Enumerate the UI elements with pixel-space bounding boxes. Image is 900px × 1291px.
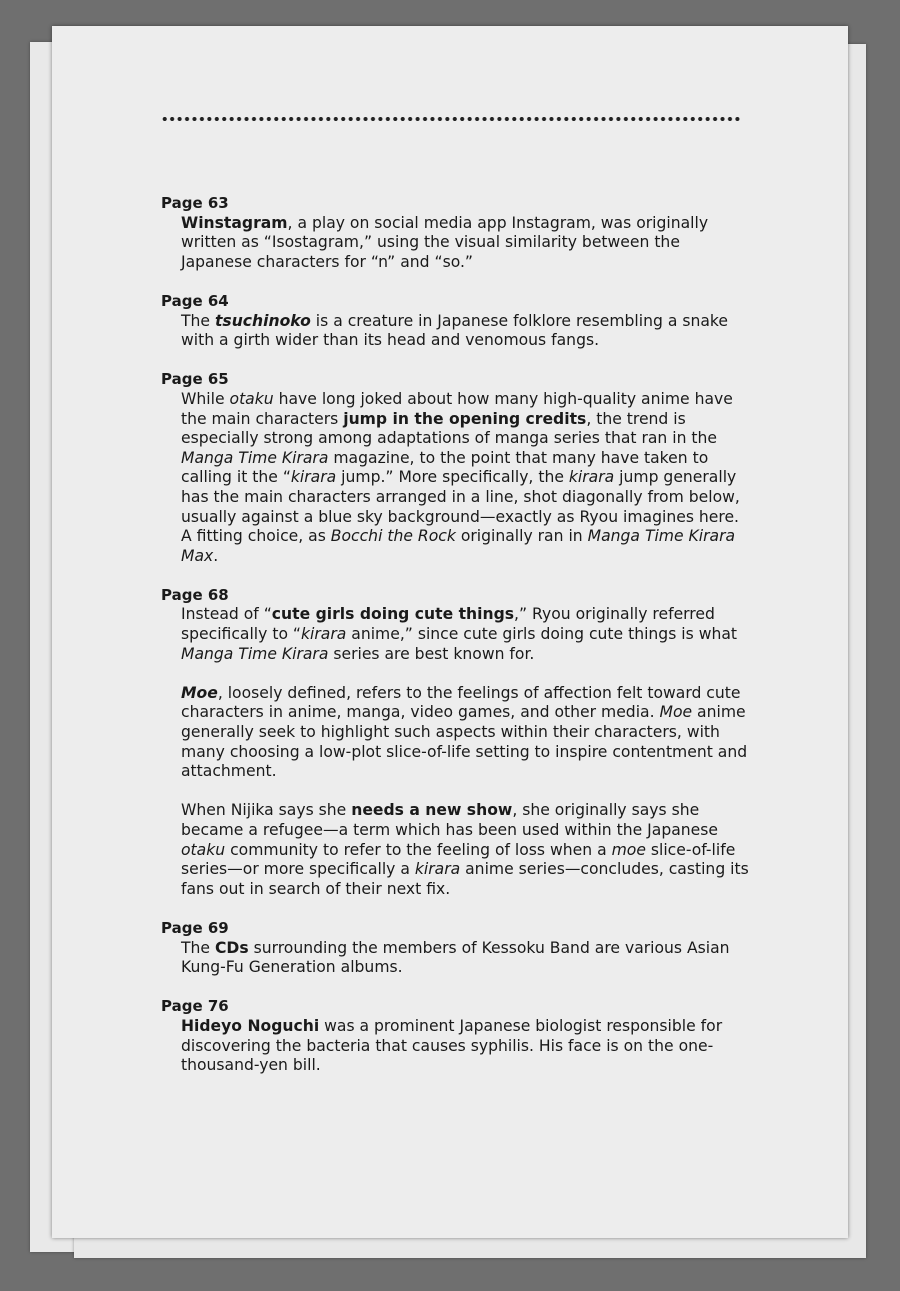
text-run: was a prominent Japanese biologist responsible for discovering the bacteria that causes syphilis. His face is on the one-thousand-yen bill.	[181, 1016, 723, 1075]
note-spacer	[161, 272, 761, 292]
note-paragraph	[181, 1017, 751, 1076]
text-run: , a play on social media app Instagram, was originally written as “Isostagram,” using the visual similarity between the Japanese characters for “n” and “so.”	[181, 213, 709, 271]
note-entry	[161, 292, 761, 351]
text-run: surrounding the members of Kessoku Band are various Asian Kung-Fu Generation albums.	[181, 938, 730, 977]
text-run: slice-of-life series—or more specifically a	[181, 840, 736, 879]
text-run: While	[181, 389, 230, 408]
text-run: anime,” since cute girls doing cute things is what	[346, 625, 738, 644]
emphasis-term: kirara	[301, 625, 347, 644]
dotted-divider	[161, 116, 741, 122]
note-paragraph	[181, 390, 751, 566]
emphasis-term: tsuchinoko	[214, 311, 311, 330]
emphasis-term: CDs	[214, 938, 249, 957]
emphasis-term: needs a new show	[351, 801, 513, 820]
text-run: magazine, to the point that many have taken to calling it the “	[181, 448, 709, 487]
text-run: The	[181, 938, 215, 957]
note-page-label: Page 63	[161, 194, 229, 212]
text-run: ,” Ryou originally referred specifically to “	[181, 605, 715, 644]
paragraph-spacer	[161, 664, 761, 684]
emphasis-term: cute girls doing cute things	[271, 605, 515, 624]
note-page-label: Page 76	[161, 997, 229, 1016]
note-paragraph	[181, 605, 751, 664]
emphasis-term: Moe	[181, 683, 218, 702]
emphasis-term: jump in the opening credits	[343, 409, 587, 428]
emphasis-term: Manga Time Kirara	[181, 448, 329, 467]
text-run: series are best known for.	[328, 644, 535, 663]
note-paragraph	[181, 684, 751, 782]
text-run: The	[181, 311, 215, 330]
note-spacer	[161, 899, 761, 919]
note-entry	[161, 370, 761, 566]
text-run: have long joked about how many high-quality anime have the main characters	[181, 389, 733, 428]
note-page-label: Page 69	[161, 918, 229, 937]
note-paragraph	[181, 939, 751, 978]
text-run: anime series—concludes, casting its fans out in search of their next fix.	[181, 860, 749, 898]
emphasis-term: otaku	[229, 389, 274, 408]
emphasis-term: Moe	[659, 703, 693, 722]
emphasis-term: Bocchi the Rock	[330, 527, 456, 546]
text-run: , the trend is especially strong among adaptations of manga series that ran in the	[181, 409, 718, 448]
emphasis-term: Winstagram	[181, 213, 288, 232]
text-run: anime generally seek to highlight such aspects within their characters, with many choosing a low-plot slice-of-life setting to inspire contentment and attachment.	[181, 703, 748, 781]
note-page-label: Page 68	[161, 585, 229, 604]
emphasis-term: moe	[611, 840, 646, 859]
text-run: jump generally has the main characters arranged in a line, shot diagonally from below, usually against a blue sky background—exactly as Ryou imagines here. A fitting choice, as	[181, 468, 740, 546]
emphasis-term: kirara	[568, 468, 615, 487]
note-spacer	[161, 351, 761, 371]
note-entry	[161, 919, 761, 978]
text-run: jump.” More specifically, the	[336, 468, 569, 487]
note-spacer	[161, 566, 761, 586]
text-run: Instead of “	[181, 605, 272, 624]
emphasis-term: Manga Time Kirara	[181, 644, 329, 663]
emphasis-term: Manga Time Kirara Max	[181, 527, 736, 565]
text-run: , loosely defined, refers to the feelings of affection felt toward cute characters in anime, manga, video games, and other media.	[181, 683, 741, 722]
emphasis-term: kirara	[414, 860, 461, 879]
note-page-label: Page 64	[161, 291, 229, 310]
emphasis-term: Hideyo Noguchi	[181, 1016, 320, 1035]
note-page-label: Page 65	[161, 370, 229, 389]
text-run: When Nijika says she	[181, 801, 352, 820]
emphasis-term: kirara	[290, 468, 337, 487]
note-paragraph	[181, 214, 751, 273]
note-entry	[161, 997, 761, 1075]
paragraph-spacer	[161, 782, 761, 802]
note-entry	[161, 194, 761, 272]
text-run: .	[213, 546, 219, 565]
note-paragraph	[181, 801, 751, 899]
emphasis-term: otaku	[181, 840, 226, 859]
text-run: community to refer to the feeling of loss when a	[225, 840, 612, 859]
note-paragraph	[181, 312, 751, 351]
note-spacer	[161, 978, 761, 998]
text-run: is a creature in Japanese folklore resembling a snake with a girth wider than its head and venomous fangs.	[181, 311, 728, 350]
text-run: originally ran in	[455, 527, 588, 546]
translation-notes	[161, 194, 761, 1076]
note-entry	[161, 586, 761, 900]
text-run: , she originally says she became a refugee—a term which has been used within the Japanese	[181, 801, 718, 839]
